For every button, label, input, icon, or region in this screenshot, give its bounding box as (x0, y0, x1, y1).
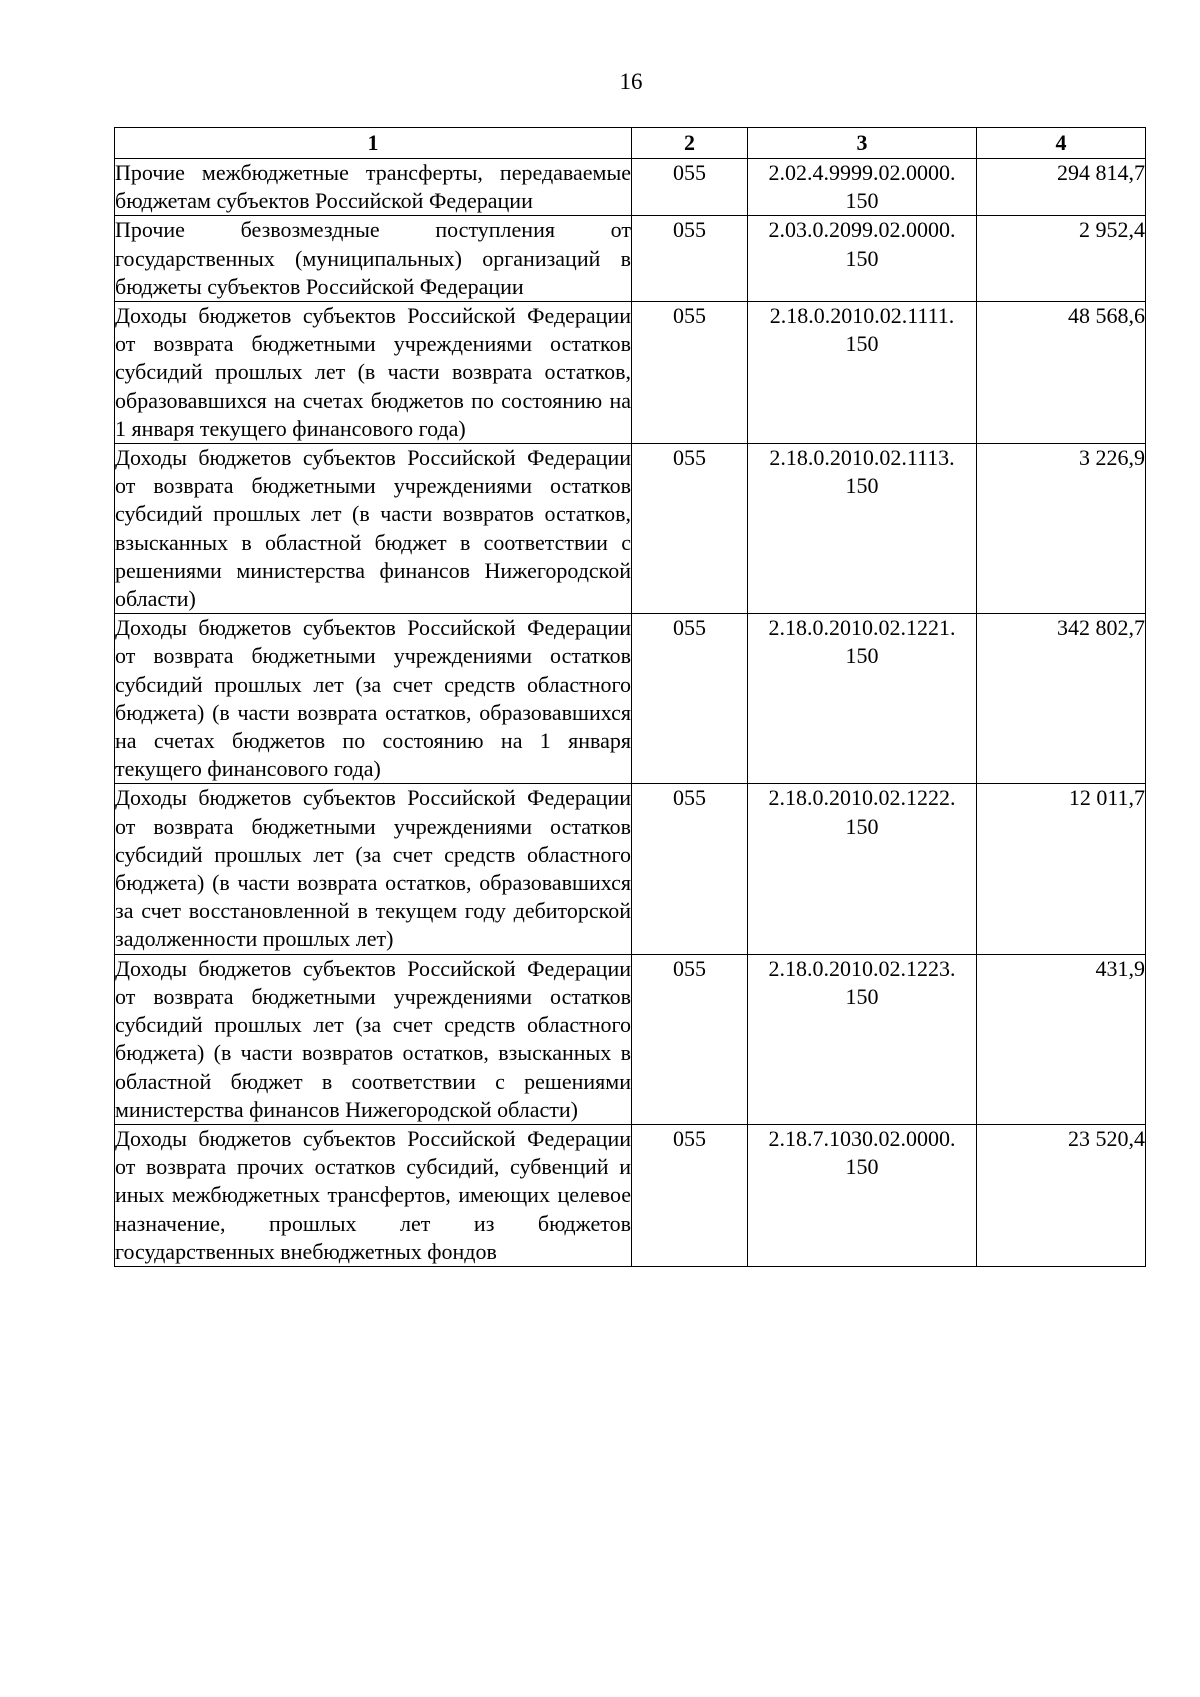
budget-code-suffix: 150 (845, 813, 879, 839)
budget-code-main: 2.18.0.2010.02.1221. (768, 615, 956, 641)
budget-code-cell (748, 159, 977, 216)
amount-cell: 3 226,9 (977, 444, 1146, 614)
table-row (115, 1124, 1146, 1266)
budget-code-cell (748, 1124, 977, 1266)
budget-code-main: 2.03.0.2099.02.0000. (768, 217, 956, 243)
revenue-name-cell: Доходы бюджетов субъектов Российской Федерации от возврата бюджетными учреждениями остатков субсидий прошлых лет (в части возвратов остатков, взысканных в областной бюджет в соответствии с решениями министерства финансов Нижегородской области) (115, 444, 632, 614)
revenue-name-cell: Доходы бюджетов субъектов Российской Федерации от возврата бюджетными учреждениями остатков субсидий прошлых лет (за счет средств областного бюджета) (в части возврата остатков, образовавшихся на счетах бюджетов по состоянию на 1 января текущего финансового года) (115, 614, 632, 784)
budget-code-main: 2.18.7.1030.02.0000. (768, 1125, 956, 1151)
admin-code-cell: 055 (632, 784, 748, 954)
admin-code-cell: 055 (632, 159, 748, 216)
budget-code-suffix: 150 (845, 983, 879, 1009)
column-header-1: 1 (115, 128, 632, 159)
table-row (115, 954, 1146, 1124)
budget-code-cell (748, 614, 977, 784)
revenue-name-cell: Прочие безвозмездные поступления от государственных (муниципальных) организаций в бюджеты субъектов Российской Федерации (115, 216, 632, 302)
amount-cell: 48 568,6 (977, 302, 1146, 444)
budget-code-suffix: 150 (845, 245, 879, 271)
amount-cell: 23 520,4 (977, 1124, 1146, 1266)
amount-cell: 431,9 (977, 954, 1146, 1124)
revenue-name-cell: Доходы бюджетов субъектов Российской Федерации от возврата прочих остатков субсидий, субвенций и иных межбюджетных трансфертов, имеющих целевое назначение, прошлых лет из бюджетов государственных внебюджетных фондов (115, 1124, 632, 1266)
budget-code-cell (748, 302, 977, 444)
admin-code-cell: 055 (632, 1124, 748, 1266)
budget-code-cell (748, 954, 977, 1124)
admin-code-cell: 055 (632, 302, 748, 444)
budget-code-cell (748, 444, 977, 614)
budget-code-main: 2.18.0.2010.02.1222. (768, 785, 956, 811)
budget-code-suffix: 150 (845, 473, 879, 499)
budget-code-suffix: 150 (845, 1154, 879, 1180)
admin-code-cell: 055 (632, 954, 748, 1124)
budget-code-cell (748, 216, 977, 302)
table-row (115, 302, 1146, 444)
table-header (115, 128, 1146, 159)
page-number: 16 (619, 69, 643, 94)
column-header-4: 4 (977, 128, 1146, 159)
amount-cell: 2 952,4 (977, 216, 1146, 302)
budget-code-suffix: 150 (845, 331, 879, 357)
budget-code-cell (748, 784, 977, 954)
table-row (115, 444, 1146, 614)
table-row (115, 784, 1146, 954)
revenue-table (114, 127, 1146, 1267)
column-header-2: 2 (632, 128, 748, 159)
revenue-name-cell: Доходы бюджетов субъектов Российской Федерации от возврата бюджетными учреждениями остатков субсидий прошлых лет (в части возврата остатков, образовавшихся на счетах бюджетов по состоянию на 1 января текущего финансового года) (115, 302, 632, 444)
table-row (115, 216, 1146, 302)
table-row (115, 614, 1146, 784)
revenue-name-cell: Прочие межбюджетные трансферты, передаваемые бюджетам субъектов Российской Федерации (115, 159, 632, 216)
revenue-name-cell: Доходы бюджетов субъектов Российской Федерации от возврата бюджетными учреждениями остатков субсидий прошлых лет (за счет средств областного бюджета) (в части возвратов остатков, взысканных в областной бюджет в соответствии с решениями министерства финансов Нижегородской области) (115, 954, 632, 1124)
table-row (115, 159, 1146, 216)
column-header-3: 3 (748, 128, 977, 159)
amount-cell: 342 802,7 (977, 614, 1146, 784)
budget-code-main: 2.18.0.2010.02.1223. (768, 955, 956, 981)
admin-code-cell: 055 (632, 216, 748, 302)
budget-code-main: 2.02.4.9999.02.0000. (768, 160, 956, 185)
amount-cell: 294 814,7 (977, 159, 1146, 216)
revenue-name-cell: Доходы бюджетов субъектов Российской Федерации от возврата бюджетными учреждениями остатков субсидий прошлых лет (за счет средств областного бюджета) (в части возврата остатков, образовавшихся за счет восстановленной в текущем году дебиторской задолженности прошлых лет) (115, 784, 632, 954)
admin-code-cell: 055 (632, 444, 748, 614)
budget-code-main: 2.18.0.2010.02.1111. (769, 303, 955, 329)
budget-code-main: 2.18.0.2010.02.1113. (769, 445, 955, 471)
table-body (115, 159, 1146, 1267)
header-row (115, 128, 1146, 159)
amount-cell: 12 011,7 (977, 784, 1146, 954)
budget-code-suffix: 150 (845, 643, 879, 669)
admin-code-cell: 055 (632, 614, 748, 784)
budget-code-suffix: 150 (845, 188, 879, 214)
